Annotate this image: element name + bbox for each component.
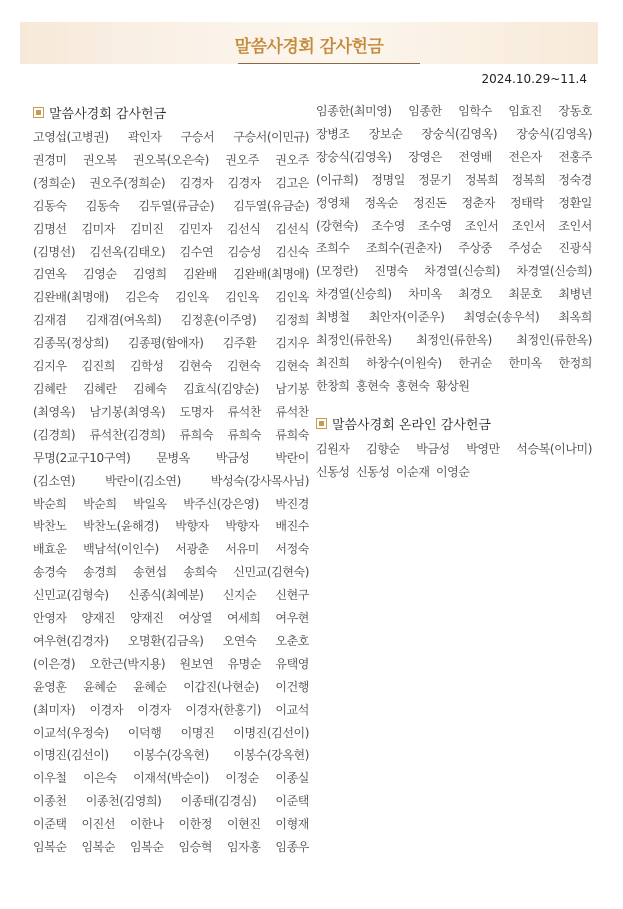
name-line: (김소연) 박란이(김소연) 박성숙(강사목사님) <box>33 473 309 488</box>
section-title: 말씀사경회 감사헌금 <box>49 106 167 122</box>
name-line: 이우철 이은숙 이재석(박순이) 이정순 이종실 <box>33 771 309 786</box>
name-line: 차경열(신승희) 차미옥 최경오 최문호 최병년 <box>316 287 592 302</box>
name-line: 김원자 김향순 박금성 박영만 석승복(이나미) <box>316 441 592 456</box>
name-line: (이은경) 오한근(박지용) 원보연 유명순 유택영 <box>33 656 309 671</box>
name-line: 임종한(최미영) 임종한 임학수 임효진 장동호 <box>316 104 592 118</box>
name-line: 이명진(김선이) 이봉수(강옥현) 이봉수(강옥현) <box>33 748 309 763</box>
name-line: 신동성 신동성 이순재 이영순 <box>316 464 470 479</box>
name-line: (김경희) 류석찬(김경희) 류희숙 류희숙 류희숙 <box>33 427 309 442</box>
name-line: 김명선 김미자 김미진 김민자 김선식 김선식 <box>33 221 309 236</box>
square-bullet-icon <box>316 418 327 429</box>
page-title: 말씀사경회 감사헌금 <box>234 37 384 57</box>
name-line: (강현숙) 조수영 조수영 조인서 조인서 조인서 <box>316 218 592 233</box>
name-line: (김명선) 김선옥(김태오) 김수연 김승성 김신숙 <box>33 244 309 259</box>
name-line: 고영섭(고병권) 곽인자 구승서 구승서(이민규) <box>33 130 309 144</box>
name-line: 한창희 홍현숙 홍현숙 황상원 <box>316 378 470 393</box>
name-line: (정희순) 권오주(정희순) 김경자 김경자 김고은 <box>33 175 309 190</box>
section-title-online: 말씀사경회 온라인 감사헌금 <box>332 418 491 434</box>
name-line: 김혜란 김혜란 김혜숙 김효식(김양순) 남기봉 <box>33 381 309 396</box>
name-line: 최병철 최안자(이준우) 최영순(송우석) 최옥희 <box>316 310 592 325</box>
name-line: 정영채 정옥순 정진돈 정춘자 정태락 정환일 <box>316 195 592 210</box>
donor-name-list-continued <box>316 100 592 398</box>
name-line: 여우현(김경자) 오명환(김금옥) 오연숙 오춘호 <box>33 633 309 648</box>
name-line: 박순희 박순희 박일옥 박주신(강은영) 박진경 <box>33 496 309 511</box>
name-line: 박찬노 박찬노(윤해경) 박향자 박향자 배진수 <box>33 519 309 534</box>
online-donor-name-list <box>316 438 592 484</box>
name-line: 장숭식(김영옥) 장영은 전영배 전은자 전홍주 <box>316 149 592 164</box>
name-line: 이종천 이종천(김영희) 이종태(김경심) 이준택 <box>33 794 309 809</box>
square-bullet-icon <box>33 107 44 118</box>
donor-name-list <box>33 126 309 859</box>
date-range: 2024.10.29~11.4 <box>481 72 587 86</box>
name-line: 무명(2교구10구역) 문병옥 박금성 박란이 <box>33 450 309 465</box>
name-line: (이규희) 정명일 정문기 정복희 정복희 정숙경 <box>316 172 592 187</box>
name-line: 신민교(김형숙) 신종식(최예분) 신지순 신현구 <box>33 588 309 603</box>
right-column <box>316 100 592 484</box>
left-column <box>33 100 309 859</box>
name-line: 김연옥 김영순 김영희 김완배 김완배(최명애) <box>33 267 309 282</box>
name-line: (최미자) 이경자 이경자 이경자(한홍기) 이교석 <box>33 702 309 717</box>
name-line: (최영옥) 남기봉(최영옥) 도명자 류석찬 류석찬 <box>33 404 309 419</box>
name-line: 이준택 이진선 이한나 이한정 이현진 이형재 <box>33 817 309 832</box>
name-line: 장병조 장보순 장숭식(김영옥) 장숭식(김영옥) <box>316 126 592 141</box>
name-line: 이교석(우정숙) 이덕행 이명진 이명진(김선이) <box>33 725 309 740</box>
title-underline <box>238 63 420 64</box>
name-line: 권경미 권오복 권오복(오은숙) 권오주 권오주 <box>33 152 309 167</box>
name-line: 조희수 조희수(권춘자) 주상중 주성순 진광식 <box>316 241 592 256</box>
header-banner <box>20 22 598 64</box>
name-line: 최정인(류한옥) 최정인(류한옥) 최정인(류한옥) <box>316 333 592 348</box>
name-line: 김재겸 김재겸(여옥희) 김정훈(이주영) 김정희 <box>33 313 309 328</box>
name-line: 김지우 김진희 김학성 김현숙 김현숙 김현숙 <box>33 359 309 374</box>
name-line: 안영자 양재진 양재진 여상열 여세희 여우현 <box>33 611 309 626</box>
name-line: 최진희 하창수(이원숙) 한귀순 한미옥 한정희 <box>316 355 592 370</box>
name-line: 윤영훈 윤혜순 윤혜순 이갑진(나현순) 이건행 <box>33 679 309 694</box>
name-line: 송경숙 송경희 송현섭 송희숙 신민교(김현숙) <box>33 565 309 580</box>
name-line: 임복순 임복순 임복순 임승혁 임자홍 임종우 <box>33 840 309 855</box>
section-heading <box>33 100 309 124</box>
name-line: 김완배(최명애) 김은숙 김인옥 김인옥 김인옥 <box>33 290 309 305</box>
name-line: 김동숙 김동숙 김두열(류금순) 김두열(유금순) <box>33 198 309 213</box>
name-line: 배효운 백남석(이인수) 서광춘 서유미 서정숙 <box>33 542 309 557</box>
name-line: 김종목(정상희) 김종평(함애자) 김주환 김지우 <box>33 336 309 351</box>
name-line: (모정란) 진명숙 차경열(신승희) 차경열(신승희) <box>316 264 592 279</box>
section-heading-online <box>316 412 592 436</box>
